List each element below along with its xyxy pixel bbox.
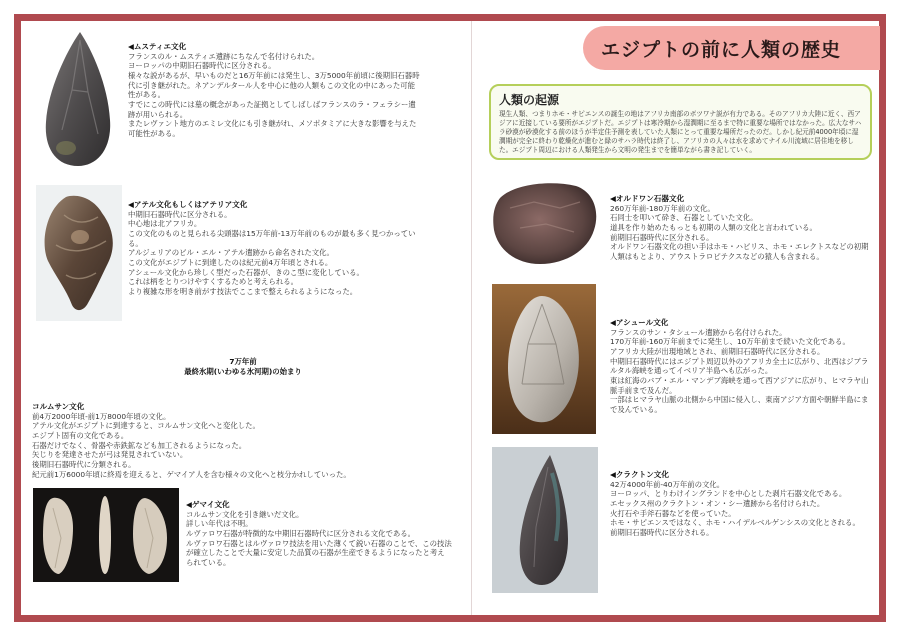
oldowan-heading: ◀オルドワン石器文化 (610, 194, 685, 203)
mousterian-point-photo (42, 30, 114, 168)
mousterian-heading: ◀ムスティエ文化 (128, 42, 187, 51)
oldowan-section (610, 194, 872, 276)
ice-age-note (168, 357, 318, 377)
gemaian-text: コルムサン文化を引き継いだ文化。 詳しい年代は不明。 ルヴァロワ石器が特徴的な中期旧石器時代に区分される文化である。 ルヴァロワ石器とはルヴァロワ技法を用いた薄くて鋭い石器のことで、この技法が確立したことで大量に安定した品質の石器が生産できるようになったと考えられている。 (186, 509, 452, 567)
acheulean-text: フランスのサン・タシュール遺跡から名付けられた。 170万年前-160万年前までに発生し、10万年前まで続いた文化である。 アフリカ大陸が出現地域とされ、前期旧石器時代に区分される。 中期旧石器時代にはエジプト周辺以外のアフリカ全土に広がり、北西はジブラルタル海峡を通ってイベリア半島へも広がった。 東は紅海のバブ・エル・マンデブ海峡を通って西アジアに広がり、ヒマラヤ山脈手前まで及んだ。 一部はヒマラヤ山脈の北側から中国に侵入し、東南アジア方面や朝鮮半島にまで及んでいる。 (610, 327, 869, 414)
clactonian-text: 42万4000年前-40万年前の文化。 ヨーロッパ、とりわけイングランドを中心とした剥片石器文化である。 エセックス州のクラクトン・オン・シー遺跡から名付けられた。 火打石や手斧石器などを使っていた。 ホモ・サピエンスではなく、ホモ・ハイデルベルゲンシスの文化とされる。 前期旧石器時代に区分される。 (610, 479, 860, 537)
acheulean-handaxe-photo (492, 284, 596, 434)
ice-age-date: 7万年前 (229, 357, 257, 366)
aterian-heading: ◀アテル文化もしくはアテリア文化 (128, 200, 248, 209)
origin-heading: 人類の起源 (499, 93, 560, 107)
aterian-section (128, 200, 428, 296)
page-title: エジプトの前に人類の歴史 (601, 38, 842, 61)
oldowan-text: 260万年前-180万年前の文化。 石同士を叩いて砕き、石器としていた文化。 道具を作り始めたもっとも初期の人類の文化と言われている。 前期旧石器時代に区分される。 オルドワン石器文化の担い手はホモ・ハビリス、ホモ・エレクトスなどの初期人類はもとより、アウストラロピテクスなどの猿人も含まれる。 (610, 203, 869, 261)
mousterian-text: フランスのル・ムスティエ遺跡にちなんで名付けられた。 ヨーロッパの中期旧石器時代に区分される。 様々な説があるが、早いものだと16万年前には発生し、3万5000年前頃に後期旧石器時代に引き継がれた。ネアンデルタール人を中心に他の人類もこの文化の中にあった可能性がある。 すでにこの時代には墓の概念があった証拠としてしばしばフランスのラ・フェラシー遺跡が用いられる。 またレヴァント地方のエミレ文化にも引き継がれ、メソポタミアに大きな影響を与えた可能性がある。 (128, 51, 420, 138)
page-spine (471, 21, 472, 615)
page-title-banner (583, 26, 880, 70)
aterian-point-photo (36, 185, 122, 321)
aterian-text: 中期旧石器時代に区分される。 中心地は北アフリカ。 この文化のものと見られる尖頭器は15万年前-13万年前のものが最も多く見つかっている。 アルジェリアのビル・エル・アテル遺跡から命名された文化。 この文化がエジプトに到達したのは紀元前4万年頃とされる。 アシュール文化から珍しく型だった石器が、きのこ型に変化している。 これは柄をとりつけやすくするためと考えられる。 より複雑な形を明き前がす技法でここまで整えられるようになった。 (128, 209, 416, 296)
origin-box (489, 84, 872, 160)
gemaian-heading: ◀ゲマイ文化 (186, 500, 230, 509)
khormusan-section (32, 402, 452, 480)
khormusan-text: 前4万2000年頃-前1万8000年頃の文化。 アテル文化がエジプトに到達すると、コルムサン文化へと変化した。 エジプト固有の文化である。 石器だけでなく、骨器や赤鉄鉱なども加工されるようになった。 矢じりを発達させたが弓は発見されていない。 後期旧石器時代に分類される。 紀元前1万6000年頃に終焉を迎えると、ゲマイア人を含む様々の文化へと枝分かれしていった。 (32, 411, 351, 479)
levallois-flakes-photo (33, 488, 179, 582)
ice-age-caption: 最終氷期(いわゆる氷河期)の始まり (184, 366, 302, 376)
acheulean-heading: ◀アシュール文化 (610, 318, 669, 327)
clactonian-section (610, 470, 872, 552)
gemaian-section (186, 500, 452, 580)
khormusan-heading: コルムサン文化 (32, 402, 85, 411)
clactonian-heading: ◀クラクトン文化 (610, 470, 669, 479)
origin-text: 現生人類、つまりホモ・サピエンスの誕生の地はアフリカ南部のボツワナ説が有力である。そのアフリカ大陸に近く、西アジアに近接している要所がエジプトだ。エジプトは寒冷期から湿潤期に至るまで特に重要な場所ではなかった。広大なサハラ砂漠が砂漠化する前のほうが半定住予測を表していた人類にとって重要な場所だったのだ。しかし紀元前4000年頃に湿潤期が完全に終わり乾燥化が進むと緑のサハラ時代は終了し、アフリカの人々は水を求めてナイル川流域に居住地を移した。エジプト周辺における人類発生から文明の発生までを簡単ながら書き記していく。 (499, 110, 862, 154)
mousterian-section (128, 42, 420, 142)
clactonian-flake-photo (492, 447, 598, 593)
oldowan-chopper-photo (490, 178, 602, 268)
acheulean-section (610, 318, 872, 418)
